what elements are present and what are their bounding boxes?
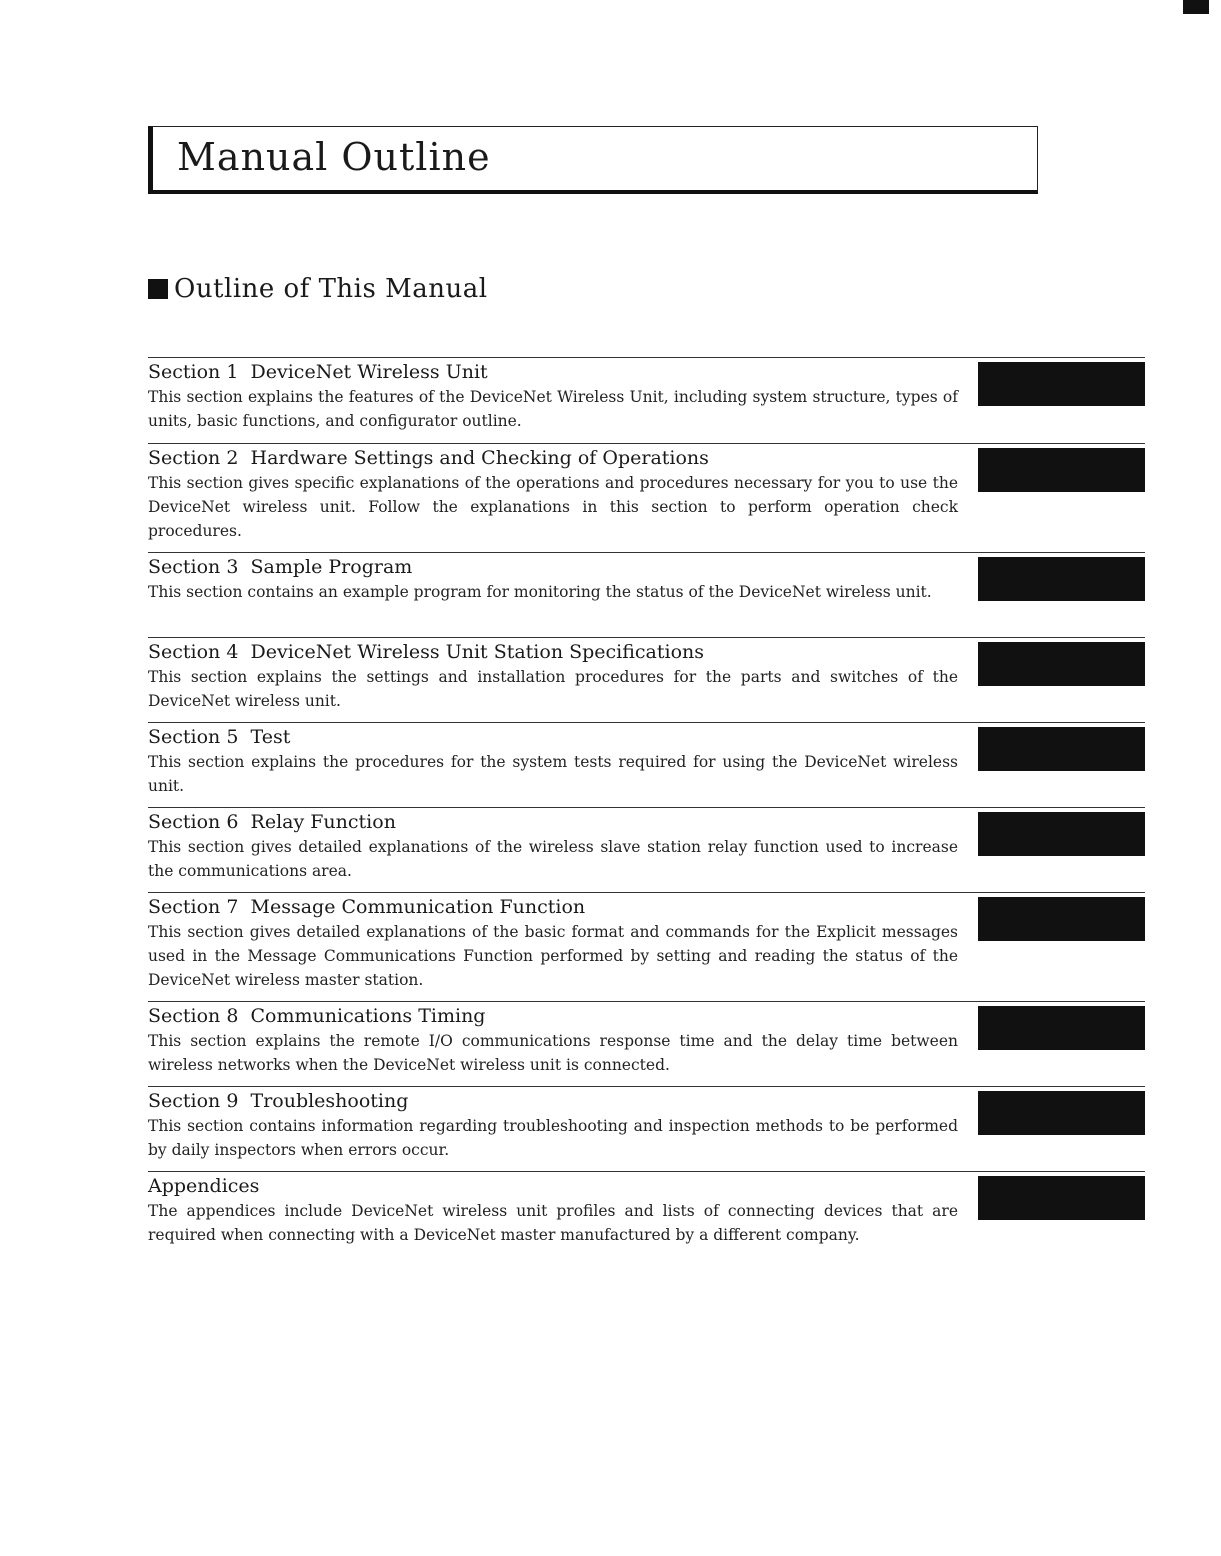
section-thumb-tab[interactable] — [978, 448, 1145, 492]
section-thumb-tab[interactable] — [978, 812, 1145, 856]
section-heading — [148, 893, 948, 920]
section-heading — [148, 1002, 948, 1029]
section-4 — [148, 637, 1145, 722]
section-7 — [148, 892, 1145, 1001]
outline-heading — [148, 274, 488, 304]
section-title: Communications Timing — [250, 1005, 486, 1027]
black-square-bullet-icon — [148, 279, 168, 299]
section-heading — [148, 358, 948, 385]
section-description: This section contains an example program for monitoring the status of the DeviceNet wireless unit. — [148, 583, 932, 601]
section-description: This section gives detailed explanations of the basic format and commands for the Explicit messages used in the Message Communications Function performed by setting and reading the status of the DeviceNet wireless master station. — [148, 923, 958, 989]
section-heading — [148, 808, 948, 835]
section-title: Sample Program — [250, 556, 413, 578]
section-1 — [148, 357, 1145, 443]
section-title: Relay Function — [250, 811, 396, 833]
section-label: Section 8 — [148, 1005, 239, 1027]
section-heading — [148, 1172, 948, 1199]
outline-heading-text: Outline of This Manual — [174, 274, 488, 304]
section-label: Section 3 — [148, 556, 239, 578]
section-heading — [148, 723, 948, 750]
section-heading — [148, 1087, 948, 1114]
section-9 — [148, 1086, 1145, 1171]
section-description: This section explains the procedures for the system tests required for using the DeviceNet wireless unit. — [148, 753, 958, 795]
section-title: Hardware Settings and Checking of Operations — [250, 447, 709, 469]
section-label: Section 2 — [148, 447, 239, 469]
section-thumb-tab[interactable] — [978, 642, 1145, 686]
section-description: The appendices include DeviceNet wireless unit profiles and lists of connecting devices that are required when connecting with a DeviceNet master manufactured by a different company. — [148, 1202, 958, 1244]
section-heading — [148, 638, 948, 665]
section-description: This section gives detailed explanations of the wireless slave station relay function used to increase the communications area. — [148, 838, 958, 880]
section-thumb-tab[interactable] — [978, 557, 1145, 601]
section-8 — [148, 1001, 1145, 1086]
section-title: Troubleshooting — [250, 1090, 409, 1112]
section-thumb-tab[interactable] — [978, 1006, 1145, 1050]
section-label: Section 7 — [148, 896, 239, 918]
section-label: Section 6 — [148, 811, 239, 833]
section-thumb-tab[interactable] — [978, 1176, 1145, 1220]
section-heading — [148, 444, 948, 471]
section-title: DeviceNet Wireless Unit — [250, 361, 488, 383]
section-6 — [148, 807, 1145, 892]
corner-mark — [1183, 0, 1209, 14]
section-title: Test — [250, 726, 291, 748]
section-description: This section gives specific explanations of the operations and procedures necessary for you to use the DeviceNet wireless unit. Follow the explanations in this section to perform operation check procedures. — [148, 474, 958, 540]
section-5 — [148, 722, 1145, 807]
section-thumb-tab[interactable] — [978, 1091, 1145, 1135]
page-title: Manual Outline — [177, 135, 491, 179]
section-title: Message Communication Function — [250, 896, 586, 918]
section-description: This section explains the settings and installation procedures for the parts and switches of the DeviceNet wireless unit. — [148, 668, 958, 710]
section-thumb-tab[interactable] — [978, 362, 1145, 406]
section-2 — [148, 443, 1145, 552]
sections-list — [148, 357, 1145, 1256]
section-appendices — [148, 1171, 1145, 1256]
section-label: Section 1 — [148, 361, 239, 383]
section-description: This section contains information regarding troubleshooting and inspection methods to be performed by daily inspectors when errors occur. — [148, 1117, 958, 1159]
section-description: This section explains the remote I/O communications response time and the delay time between wireless networks when the DeviceNet wireless unit is connected. — [148, 1032, 958, 1074]
section-description: This section explains the features of the DeviceNet Wireless Unit, including system structure, types of units, basic functions, and configurator outline. — [148, 388, 958, 430]
title-box — [148, 126, 1038, 194]
section-title: DeviceNet Wireless Unit Station Specifications — [250, 641, 705, 663]
section-thumb-tab[interactable] — [978, 727, 1145, 771]
section-title: Appendices — [148, 1175, 260, 1197]
section-3 — [148, 552, 1145, 637]
section-thumb-tab[interactable] — [978, 897, 1145, 941]
section-label: Section 5 — [148, 726, 239, 748]
section-label: Section 9 — [148, 1090, 239, 1112]
section-label: Section 4 — [148, 641, 239, 663]
section-heading — [148, 553, 948, 580]
